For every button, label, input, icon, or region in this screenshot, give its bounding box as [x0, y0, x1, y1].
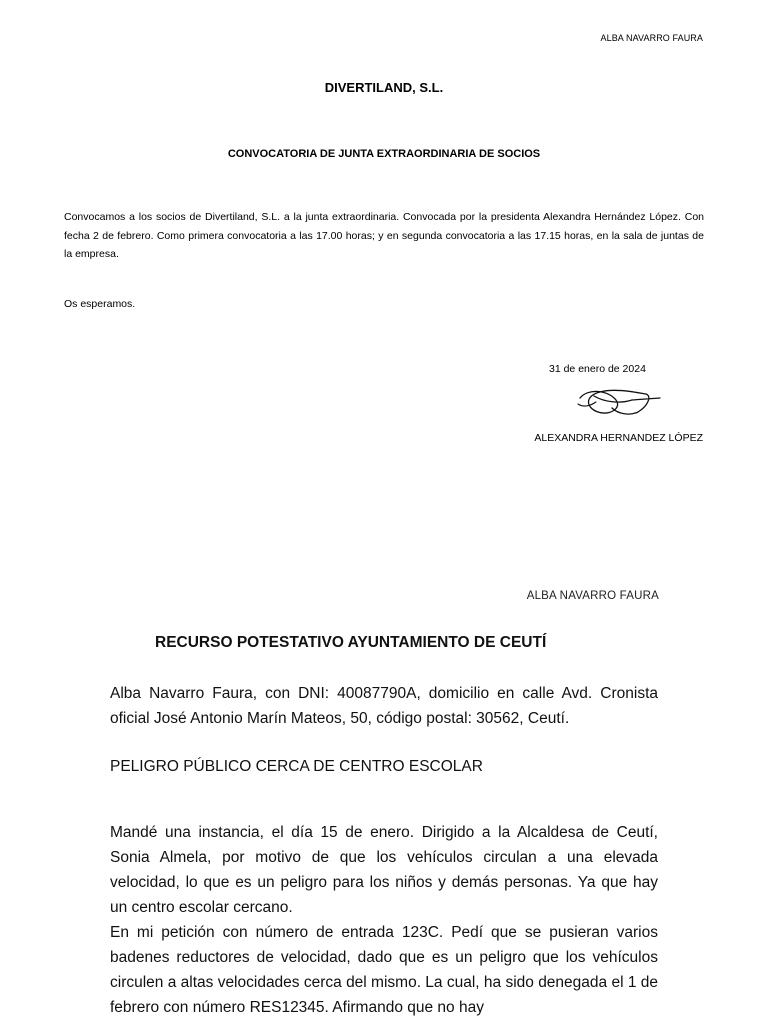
doc2-subject: PELIGRO PÚBLICO CERCA DE CENTRO ESCOLAR: [110, 758, 483, 775]
handwritten-signature: [574, 382, 664, 422]
doc1-date: 31 de enero de 2024: [549, 363, 646, 375]
doc2-header-name: ALBA NAVARRO FAURA: [526, 590, 659, 602]
doc1-title: CONVOCATORIA DE JUNTA EXTRAORDINARIA DE SOCIOS: [227, 148, 541, 160]
doc1-header-name: ALBA NAVARRO FAURA: [600, 33, 703, 43]
doc1-body-paragraph: Convocamos a los socios de Divertiland, S.L. a la junta extraordinaria. Convocada por la presidenta Alexandra Hernández López. Con fecha 2 de febrero. Como primera convocatoria a las 17.00 horas; y en segunda convocatoria a las 17.15 horas, en la sala de juntas de la empresa.: [64, 211, 704, 260]
doc2-body-paragraph-2: En mi petición con número de entrada 123C. Pedí que se pusieran varios badenes reductores de velocidad, dado que es un peligro que los vehículos circulen a altas velocidades cerca del mismo. La cual, ha sido denegada el 1 de febrero con número RES12345. Afirmando que no hay: [110, 924, 658, 1016]
doc1-signer-name: ALEXANDRA HERNANDEZ LÓPEZ: [534, 432, 703, 444]
doc2-title: RECURSO POTESTATIVO AYUNTAMIENTO DE CEUTÍ: [155, 634, 547, 651]
doc1-closing: Os esperamos.: [64, 298, 136, 310]
doc2-intro-paragraph: Alba Navarro Faura, con DNI: 40087790A, domicilio en calle Avd. Cronista oficial José Antonio Marín Mateos, 50, código postal: 30562, Ceutí.: [110, 685, 658, 727]
doc1-company-name: DIVERTILAND, S.L.: [324, 80, 444, 95]
doc2-body-paragraph-1: Mandé una instancia, el día 15 de enero. Dirigido a la Alcaldesa de Ceutí, Sonia Almela, por motivo de que los vehículos circulan a una elevada velocidad, lo que es un peligro para los niños y demás personas. Ya que hay un centro escolar cercano.: [110, 824, 658, 916]
